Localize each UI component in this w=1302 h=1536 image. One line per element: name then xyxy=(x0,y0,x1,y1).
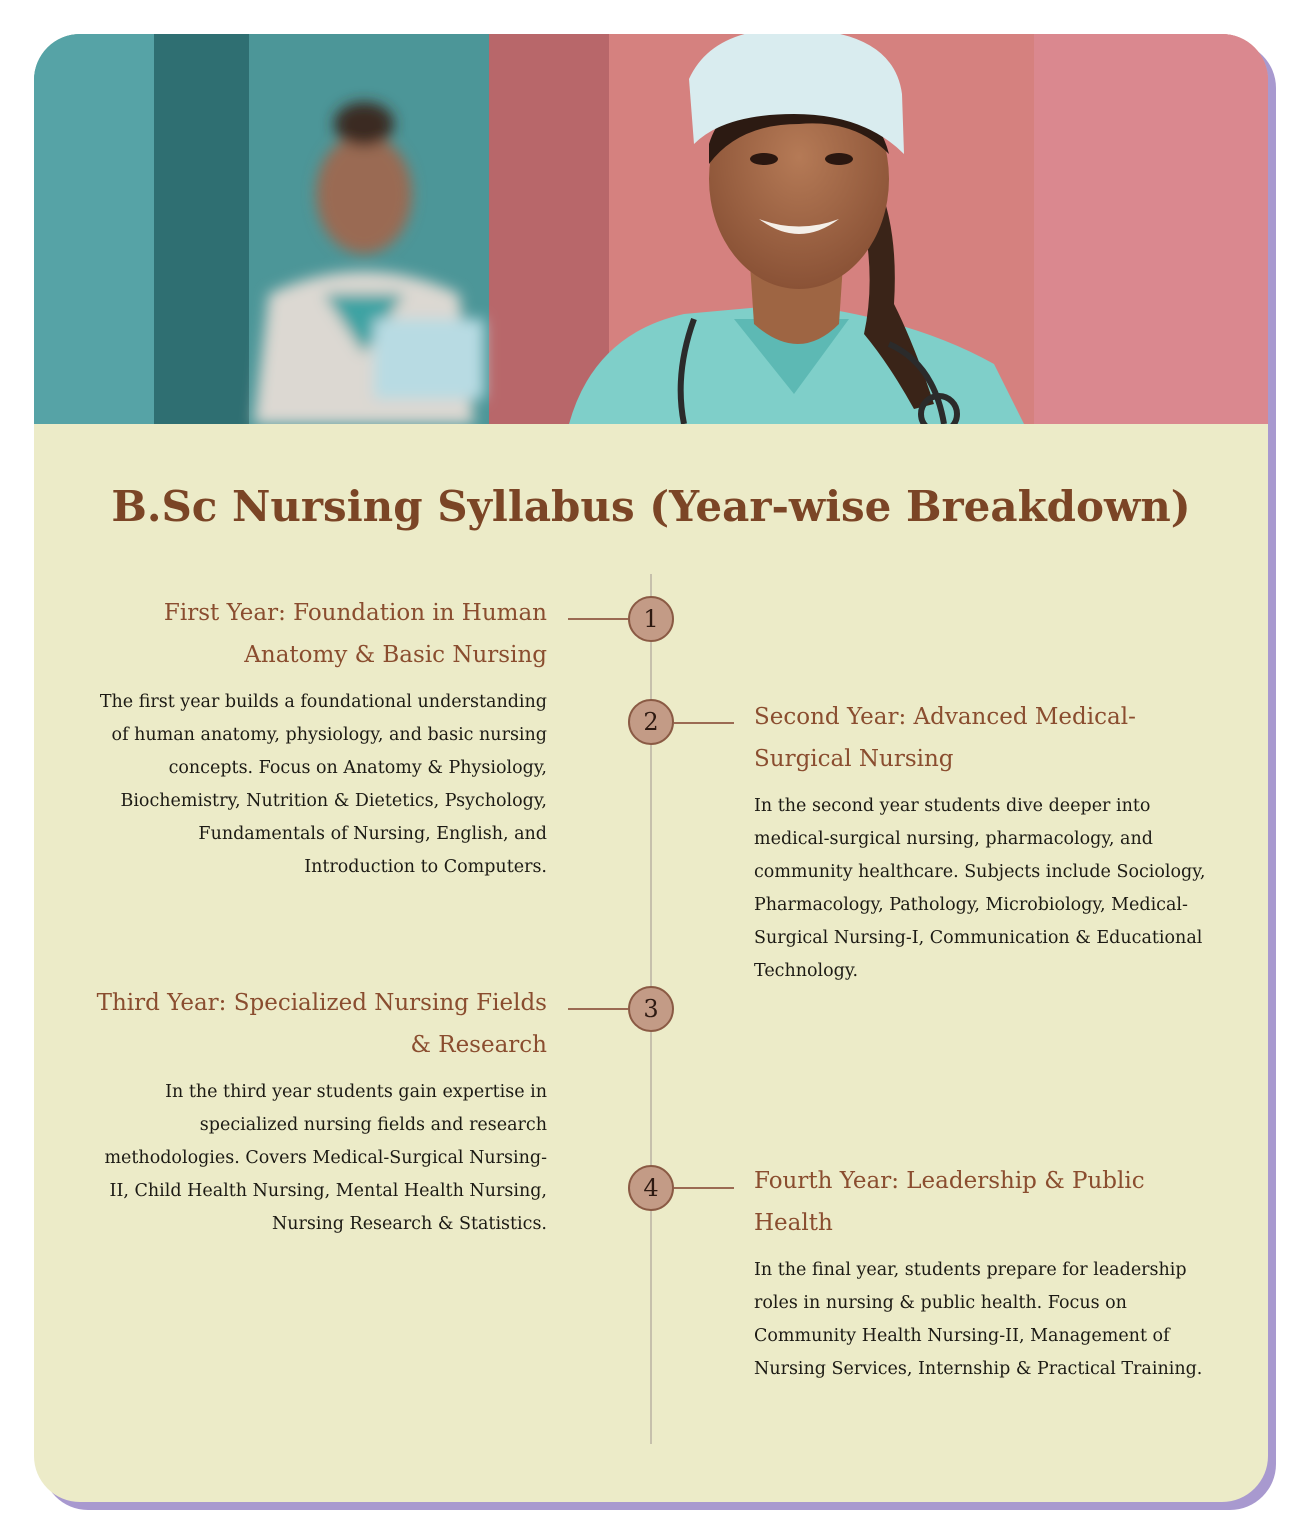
timeline-connector-1 xyxy=(568,618,628,620)
timeline-node-3: 3 xyxy=(628,986,674,1032)
year-body-1: The first year builds a foundational understanding of human anatomy, physiology, and basic nursing concepts. Focus on Anatomy & Physiology, Biochemistry, Nutrition & Dietetics, Psychology, Fundamentals of Nursing, English, and Introduction to Computers. xyxy=(99,692,547,877)
year-body-4: In the final year, students prepare for leadership roles in nursing & public health. Focus on Community Health Nursing-II, Management of Nursing Services, Internship & Practical Training. xyxy=(754,1260,1203,1379)
year-entry-1 xyxy=(87,592,547,884)
timeline-node-2: 2 xyxy=(628,699,674,745)
timeline-connector-2 xyxy=(674,722,734,724)
year-entry-2 xyxy=(754,696,1214,988)
year-body-3: In the third year students gain expertise in specialized nursing fields and research methodologies. Covers Medical-Surgical Nursing-II, Child Health Nursing, Mental Health Nursing, Nursing Research & Statistics. xyxy=(104,1082,547,1234)
page-title: B.Sc Nursing Syllabus (Year-wise Breakdown) xyxy=(111,482,1191,531)
timeline-connector-4 xyxy=(674,1187,734,1189)
year-entry-3 xyxy=(87,982,547,1241)
timeline-node-1: 1 xyxy=(628,596,674,642)
nurse-photo xyxy=(34,34,1268,424)
year-heading-3: Third Year: Specialized Nursing Fields & Research xyxy=(96,990,547,1058)
year-entry-4 xyxy=(754,1160,1214,1386)
timeline-connector-3 xyxy=(568,1008,628,1010)
year-heading-2: Second Year: Advanced Medical-Surgical Nursing xyxy=(754,704,1136,772)
timeline-node-4: 4 xyxy=(628,1165,674,1211)
year-heading-4: Fourth Year: Leadership & Public Health xyxy=(754,1168,1145,1236)
syllabus-card xyxy=(34,34,1268,1502)
year-body-2: In the second year students dive deeper into medical-surgical nursing, pharmacology, and community healthcare. Subjects include Sociology, Pharmacology, Pathology, Microbiology, Medical-Surgical Nursing-I, Communication & Educational Technology. xyxy=(754,796,1206,981)
year-heading-1: First Year: Foundation in Human Anatomy & Basic Nursing xyxy=(163,600,547,668)
